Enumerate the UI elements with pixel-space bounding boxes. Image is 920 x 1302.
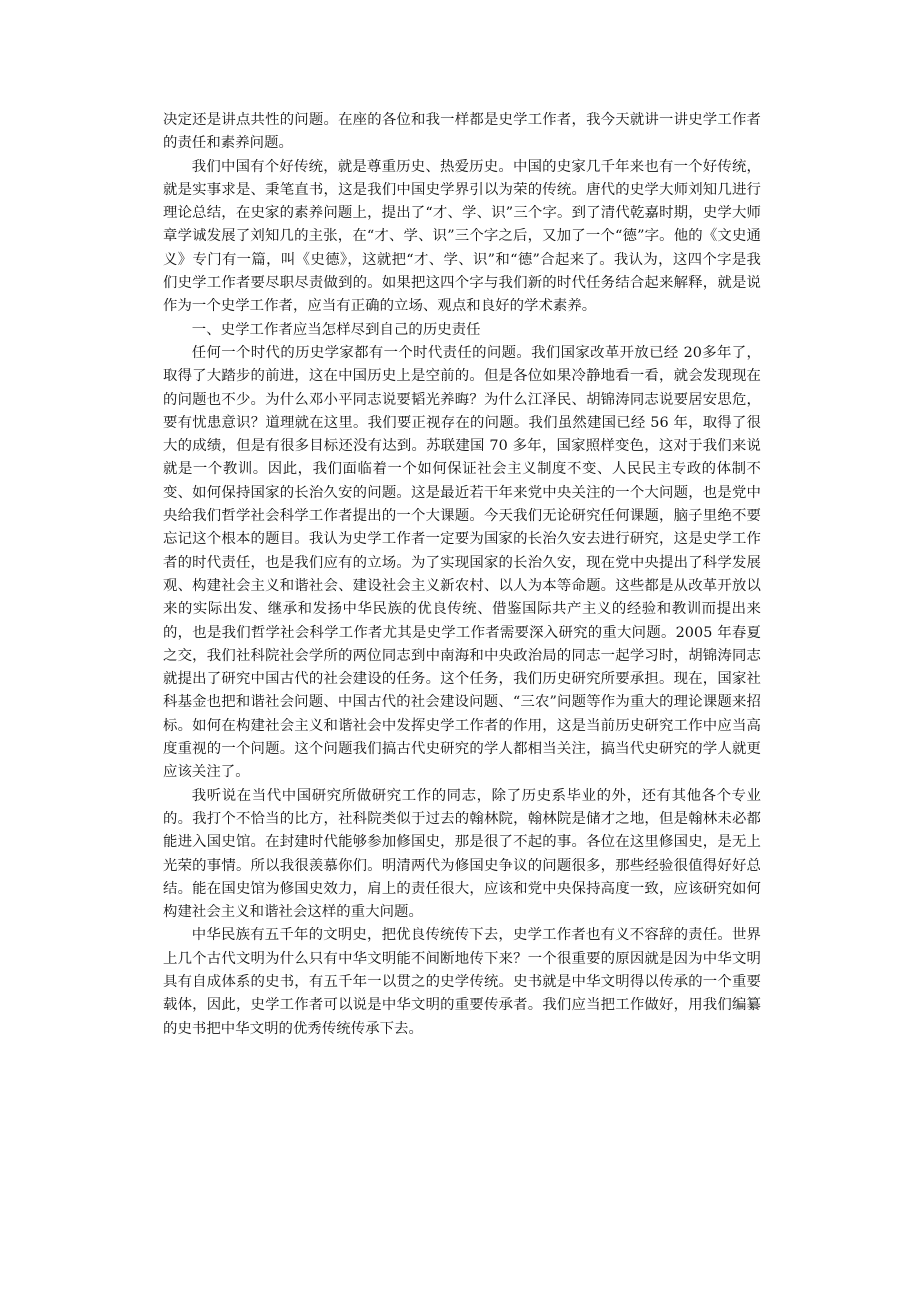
section-heading: 一、史学工作者应当怎样尽到自己的历史责任 — [191, 321, 481, 338]
paragraph-tradition: 我们中国有个好传统，就是尊重历史、热爱历史。中国的史家几千年来也有一个好传统，就是实事求是、秉笔直书，这是我们中国史学界引以为荣的传统。唐代的史学大师刘知几进行理论总结，在史家的素养问题上，提出了“才、学、识”三个字。到了清代乾嘉时期，史学大师章学诚发展了刘知几的主张，在“才、学、识”三个字之后，又加了一个“德”字。他的《文史通义》专门有一篇，叫《史德》，这就把“才、学、识”和“德”合起来了。我认为，这四个字是我们史学工作者要尽职尽责做到的。如果把这四个字与我们新的时代任务结合起来解释，就是说作为一个史学工作者，应当有正确的立场、观点和良好的学术素养。 — [163, 158, 761, 315]
paragraph-civilization: 中华民族有五千年的文明史，把优良传统传下去，史学工作者也有义不容辞的责任。世界上几个古代文明为什么只有中华文明能不间断地传下来？一个很重要的原因就是因为中华文明具有自成体系的史书，有五千年一以贯之的史学传统。史书就是中华文明得以传承的一个重要载体，因此，史学工作者可以说是中华文明的重要传承者。我们应当把工作做好，用我们编纂的史书把中华文明的优秀传统传承下去。 — [163, 927, 761, 1037]
paragraph-responsibility: 任何一个时代的历史学家都有一个时代责任的问题。我们国家改革开放已经 20多年了，取得了大踏步的前进，这在中国历史上是空前的。但是各位如果冷静地看一看，就会发现现在的问题也不少。为什么邓小平同志说要韬光养晦？为什么江泽民、胡锦涛同志说要居安思危，要有忧患意识？道理就在这里。我们要正视存在的问题。我们虽然建国已经 56 年，取得了很大的成绩，但是有很多目标还没有达到。苏联建国 70 多年，国家照样变色，这对于我们来说就是一个教训。因此，我们面临着一个如何保证社会主义制度不变、人民民主专政的体制不变、如何保持国家的长治久安的问题。这是最近若干年来党中央关注的一个大问题，也是党中央给我们哲学社会科学工作者提出的一个大课题。今天我们无论研究任何课题，脑子里绝不要忘记这个根本的题目。我认为史学工作者一定要为国家的长治久安去进行研究，这是史学工作者的时代责任，也是我们应有的立场。为了实现国家的长治久安，现在党中央提出了科学发展观、构建社会主义和谐社会、建设社会主义新农村、以人为本等命题。这些都是从改革开放以来的实际出发、继承和发扬中华民族的优良传统、借鉴国际共产主义的经验和教训而提出来的，也是我们哲学社会科学工作者尤其是史学工作者需要深入研究的重大问题。2005 年春夏之交，我们社科院社会学所的两位同志到中南海和中央政治局的同志一起学习时，胡锦涛同志就提出了研究中国古代的社会建设的任务。这个任务，我们历史研究所要承担。现在，国家社科基金也把和谐社会问题、中国古代的社会建设问题、“三农”问题等作为重大的理论课题来招标。如何在构建社会主义和谐社会中发挥史学工作者的作用，这是当前历史研究工作中应当高度重视的一个问题。这个问题我们搞古代史研究的学人都相当关注，搞当代史研究的学人就更应该关注了。 — [163, 344, 761, 781]
paragraph-opening: 决定还是讲点共性的问题。在座的各位和我一样都是史学工作者，我今天就讲一讲史学工作者的责任和素养问题。 — [163, 112, 761, 152]
document-page — [163, 109, 761, 1041]
paragraph-national-history: 我听说在当代中国研究所做研究工作的同志，除了历史系毕业的外，还有其他各个专业的。我打个不恰当的比方，社科院类似于过去的翰林院，翰林院是储才之地，但是翰林未必都能进入国史馆。在封建时代能够参加修国史，那是很了不起的事。各位在这里修国史，是无上光荣的事情。所以我很羡慕你们。明清两代为修国史争议的问题很多，那些经验很值得好好总结。能在国史馆为修国史效力，肩上的责任很大，应该和党中央保持高度一致，应该研究如何构建社会主义和谐社会这样的重大问题。 — [163, 787, 761, 921]
